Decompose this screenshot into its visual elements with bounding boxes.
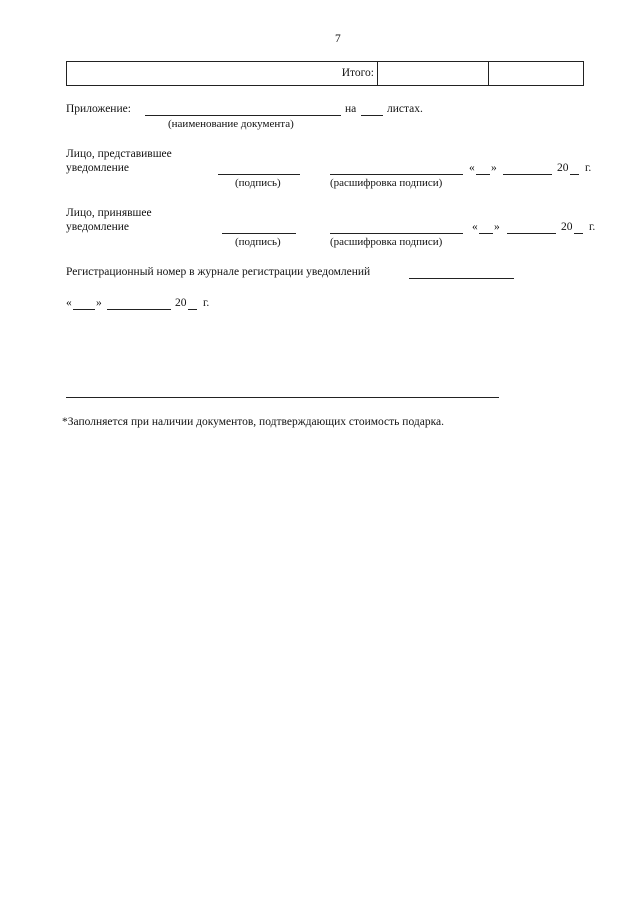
presenter-label-line1: Лицо, представившее bbox=[66, 148, 172, 160]
date-quote-close: » bbox=[96, 297, 102, 309]
presenter-name-field[interactable] bbox=[330, 174, 463, 175]
total-label: Итого: bbox=[341, 67, 374, 79]
presenter-year-suffix: г. bbox=[585, 162, 592, 174]
receiver-signature-caption: (подпись) bbox=[235, 236, 281, 248]
receiver-name-field[interactable] bbox=[330, 233, 463, 234]
appendix-caption: (наименование документа) bbox=[168, 118, 294, 130]
registration-number-field[interactable] bbox=[409, 278, 514, 279]
total-table bbox=[66, 61, 584, 86]
presenter-quote-close: » bbox=[491, 162, 497, 174]
date-day-field[interactable] bbox=[73, 309, 95, 310]
date-year-suffix: г. bbox=[203, 297, 210, 309]
receiver-month-field[interactable] bbox=[507, 233, 556, 234]
appendix-document-field[interactable] bbox=[145, 115, 341, 116]
receiver-label-line1: Лицо, принявшее bbox=[66, 207, 152, 219]
page-number: 7 bbox=[335, 33, 341, 45]
registration-label: Регистрационный номер в журнале регистрации уведомлений bbox=[66, 266, 371, 278]
receiver-year-suffix: г. bbox=[589, 221, 596, 233]
receiver-decode-caption: (расшифровка подписи) bbox=[330, 236, 443, 248]
presenter-year-prefix: 20 bbox=[557, 162, 569, 174]
presenter-decode-caption: (расшифровка подписи) bbox=[330, 177, 443, 189]
appendix-sheets-text: листах. bbox=[387, 103, 423, 115]
appendix-on-text: на bbox=[345, 103, 357, 115]
date-quote-open: « bbox=[66, 297, 72, 309]
receiver-day-field[interactable] bbox=[479, 233, 493, 234]
total-cost-cell[interactable] bbox=[489, 64, 583, 83]
appendix-label: Приложение: bbox=[66, 103, 131, 115]
receiver-year-prefix: 20 bbox=[561, 221, 573, 233]
date-month-field[interactable] bbox=[107, 309, 171, 310]
receiver-signature-field[interactable] bbox=[222, 233, 296, 234]
presenter-signature-caption: (подпись) bbox=[235, 177, 281, 189]
appendix-sheets-field[interactable] bbox=[361, 115, 383, 116]
date-year-prefix: 20 bbox=[175, 297, 187, 309]
receiver-quote-close: » bbox=[494, 221, 500, 233]
receiver-quote-open: « bbox=[472, 221, 478, 233]
total-quantity-cell[interactable] bbox=[378, 64, 487, 83]
presenter-month-field[interactable] bbox=[503, 174, 552, 175]
presenter-label-line2: уведомление bbox=[66, 162, 129, 174]
footnote-text: *Заполняется при наличии документов, подтверждающих стоимость подарка. bbox=[62, 416, 444, 428]
receiver-label-line2: уведомление bbox=[66, 221, 129, 233]
presenter-day-field[interactable] bbox=[476, 174, 490, 175]
date-year-field[interactable] bbox=[188, 309, 197, 310]
presenter-quote-open: « bbox=[469, 162, 475, 174]
footnote-separator bbox=[66, 397, 499, 398]
presenter-year-field[interactable] bbox=[570, 174, 579, 175]
presenter-signature-field[interactable] bbox=[218, 174, 300, 175]
receiver-year-field[interactable] bbox=[574, 233, 583, 234]
